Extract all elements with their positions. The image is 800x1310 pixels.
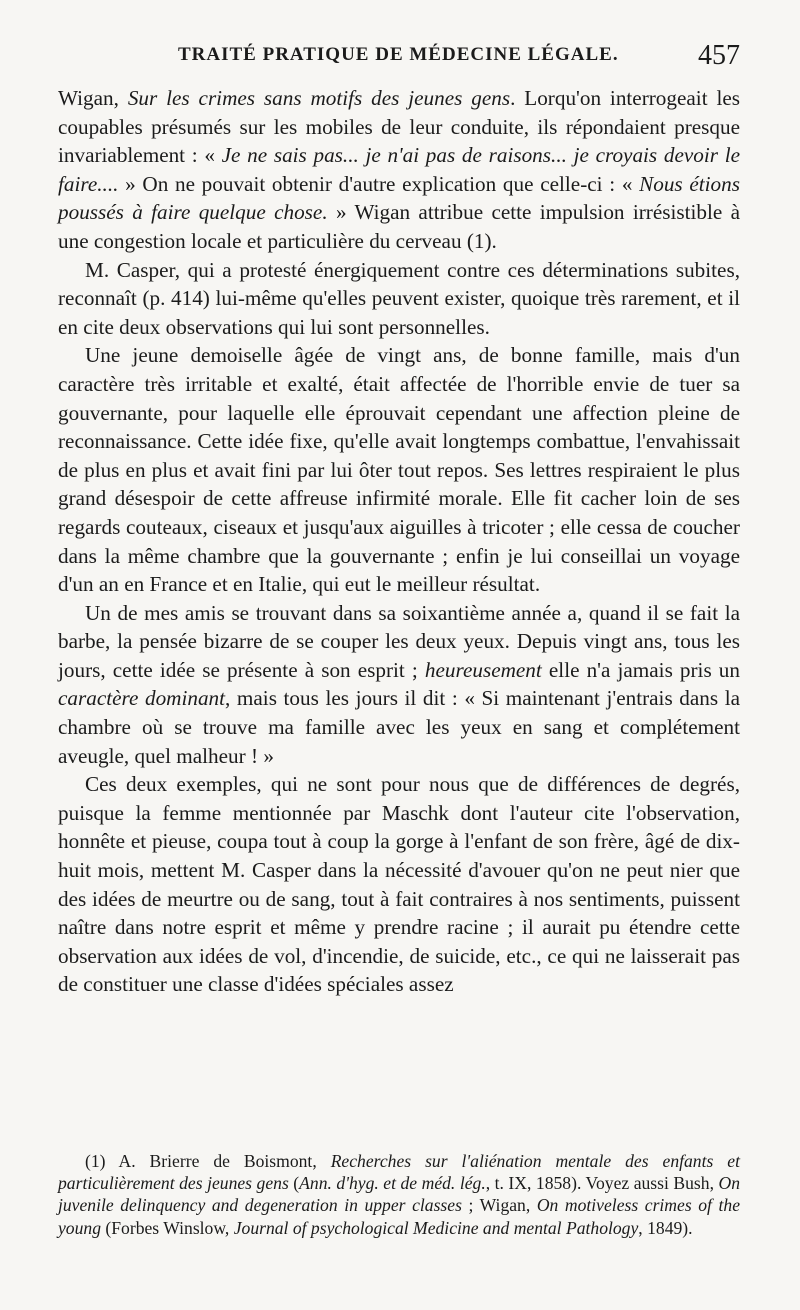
text-run: Un de mes amis se trouvant dans sa soixantième année a, quand il se fait la barbe, la pensée bizarre de se couper les deux yeux. Depuis vingt ans, tous les jours, cette idée se présente à son esprit ; bbox=[58, 600, 740, 682]
text-run: . Lorqu'on interrogeait les coupables présumés sur les mobiles de leur conduite, ils répondaient presque invariablement : « bbox=[58, 86, 740, 168]
footnotes bbox=[58, 1150, 740, 1239]
italic-run: Sur les crimes sans motifs des jeunes gens bbox=[127, 86, 511, 110]
main-text bbox=[58, 84, 740, 999]
running-title: TRAITÉ PRATIQUE DE MÉDECINE LÉGALE. bbox=[178, 44, 619, 65]
italic-run: Recherches sur l'aliénation mentale des enfants et particulièrement des jeunes gens bbox=[58, 1151, 740, 1194]
text-run: , 1849). bbox=[638, 1217, 693, 1238]
footnote-1 bbox=[58, 1150, 740, 1239]
text-run: M. Casper, qui a protesté énergiquement contre ces déterminations subites, reconnaît (p. 414) lui-même qu'elles peuvent exister, quoique très rarement, et il en cite deux observations qui lui sont personnelles. bbox=[58, 257, 740, 339]
italic-run: On juvenile delinquency and degeneration in upper classes bbox=[58, 1173, 740, 1216]
text-run: ; Wigan, bbox=[461, 1195, 537, 1216]
paragraph-3 bbox=[58, 341, 740, 598]
text-run: (1) A. Brierre de Boismont, bbox=[85, 1151, 331, 1171]
text-run: elle n'a jamais pris un bbox=[541, 657, 740, 682]
italic-run: Ann. d'hyg. et de méd. lég. bbox=[299, 1173, 486, 1194]
text-run: » On ne pouvait obtenir d'autre explication que celle-ci : « bbox=[118, 171, 640, 196]
page-header bbox=[60, 40, 740, 76]
page-number: 457 bbox=[698, 40, 740, 71]
text-run: ( bbox=[288, 1173, 300, 1194]
italic-run: Je ne sais pas... je n'ai pas de raisons... je croyais devoir le faire.... bbox=[58, 143, 740, 196]
italic-run: caractère dominant bbox=[58, 686, 226, 711]
text-run: Ces deux exemples, qui ne sont pour nous que de différences de degrés, puisque la femme mentionnée par Maschk dont l'auteur cite l'observation, honnête et pieuse, coupa tout à coup la gorge à l'enfant de son frère, âgé de dix-huit mois, mettent M. Casper dans la nécessité d'avouer qu'on ne peut nier que des idées de meurtre ou de sang, tout à fait contraires à nos sentiments, puissent naître dans notre esprit et même y prendre racine ; il aurait pu étendre cette observation aux idées de vol, d'incendie, de suicide, etc., ce qui ne laisserait pas de constituer une classe d'idées spéciales assez bbox=[58, 772, 740, 997]
text-run: Une jeune demoiselle âgée de vingt ans, de bonne famille, mais d'un caractère très irritable et exalté, était affectée de l'horrible envie de tuer sa gouvernante, pour laquelle elle éprouvait cependant une affection pleine de reconnaissance. Cette idée fixe, qu'elle avait longtemps combattue, l'envahissait de plus en plus et avait fini par lui ôter tout repos. Ses lettres respiraient le plus grand désespoir de cette affreuse infirmité morale. Elle fit cacher loin de ses regards couteaux, ciseaux et jusqu'aux aiguilles à tricoter ; elle cessa de coucher dans la même chambre que la gouvernante ; enfin je lui conseillai un voyage d'un an en France et en Italie, qui eut le meilleur résultat. bbox=[58, 343, 740, 597]
italic-run: On motiveless crimes of the young bbox=[58, 1195, 741, 1238]
text-run: , t. IX, 1858). Voyez aussi Bush, bbox=[485, 1173, 719, 1194]
text-run: » Wigan attribue cette impulsion irrésistible à une congestion locale et particulière du cerveau (1). bbox=[58, 200, 740, 253]
paragraph-5 bbox=[58, 770, 740, 999]
text-run: Wigan, bbox=[58, 86, 128, 110]
paragraph-4 bbox=[58, 599, 740, 771]
paragraph-1 bbox=[58, 84, 740, 256]
italic-run: Journal of psychological Medicine and mental Pathology bbox=[233, 1217, 639, 1238]
italic-run: heureusement bbox=[424, 657, 542, 682]
text-run: (Forbes Winslow, bbox=[101, 1217, 234, 1238]
paragraph-2 bbox=[58, 256, 740, 342]
italic-run: Nous étions poussés à faire quelque chose. bbox=[58, 171, 740, 225]
text-run: , mais tous les jours il dit : « Si maintenant j'entrais dans la chambre où se trouve ma famille avec les yeux en sang et complétement aveugle, quel malheur ! » bbox=[58, 686, 740, 768]
